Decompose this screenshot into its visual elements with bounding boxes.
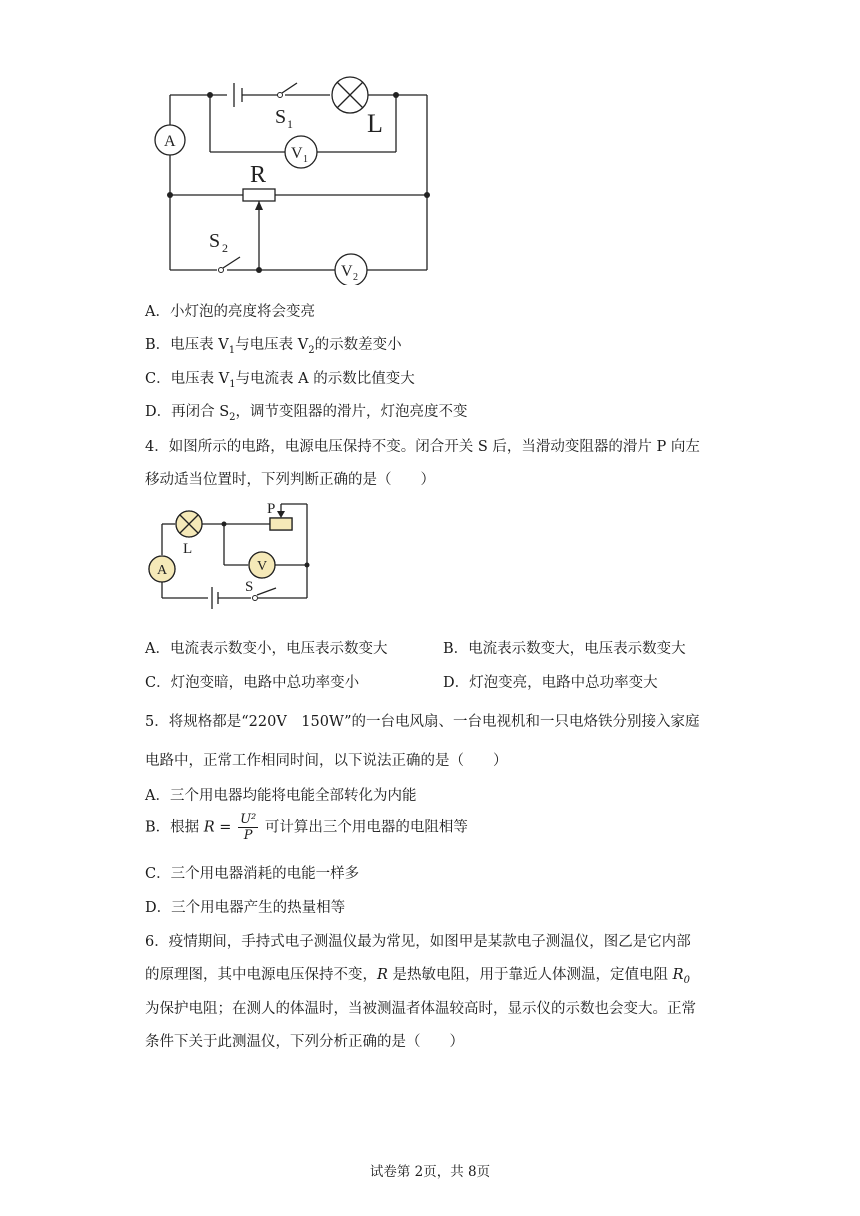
q6-stem-line-2: 的原理图，其中电源电压保持不变，R 是热敏电阻，用于靠近人体测温，定值电阻 $R_0$: [145, 967, 690, 986]
svg-text:1: 1: [303, 154, 308, 165]
q3-option-d: D．再闭合 $S_2$，调节变阻器的滑片，灯泡亮度不变: [145, 404, 468, 423]
label-v2: V: [341, 263, 353, 280]
q3-option-a: A．小灯泡的亮度将会变亮: [145, 304, 315, 320]
circuit-diagram-q4: [145, 495, 320, 625]
label-a: A: [164, 133, 176, 150]
q6-stem-line-3: 为保护电阻；在测人的体温时，当被测温者体温较高时，显示仪的示数也会变大。正常: [145, 1001, 696, 1017]
q5-stem-line-2: 电路中，正常工作相同时间，以下说法正确的是（ ）: [145, 753, 508, 769]
label-r: R: [250, 162, 267, 188]
q5-stem-line-1: 5．将规格都是“220V 150W”的一台电风扇、一台电视机和一只电烙铁分别接入家庭: [145, 714, 700, 730]
q3-option-c: C．电压表 $V_1$与电流表 A 的示数比值变大: [145, 371, 415, 390]
q5-option-a: A．三个用电器均能将电能全部转化为内能: [145, 788, 417, 804]
q4-stem-line-1: 4．如图所示的电路，电源电压保持不变。闭合开关 S 后，当滑动变阻器的滑片 P 向左: [145, 439, 700, 455]
q4-option-d: D．灯泡变亮，电路中总功率变大: [443, 675, 658, 691]
svg-text:L: L: [183, 541, 193, 557]
q5-option-c: C．三个用电器消耗的电能一样多: [145, 866, 360, 882]
q3-option-b: B．电压表 $V_1$与电压表 $V_2$的示数差变小: [145, 337, 402, 356]
label-s2: S: [209, 230, 221, 252]
svg-text:2: 2: [353, 272, 358, 283]
svg-text:1: 1: [287, 117, 293, 131]
svg-text:A: A: [157, 563, 168, 578]
label-l: L: [367, 109, 383, 138]
q6-stem-line-1: 6．疫情期间，手持式电子测温仪最为常见，如图甲是某款电子测温仪，图乙是它内部: [145, 934, 691, 950]
page-footer: 试卷第 2页，共 8页: [369, 1164, 491, 1180]
label-v1: V: [291, 145, 303, 162]
q5-option-b: B．根据 R = $\frac{\text{U²}}{P}$ 可计算出三个用电器的电阻相等: [145, 812, 468, 843]
label-s1: S: [275, 106, 287, 128]
q4-stem-line-2: 移动适当位置时，下列判断正确的是（ ）: [145, 472, 435, 488]
q4-option-a: A．电流表示数变小，电压表示数变大: [145, 641, 388, 657]
q5-option-d: D．三个用电器产生的热量相等: [145, 900, 346, 916]
q4-option-c: C．灯泡变暗，电路中总功率变小: [145, 675, 360, 691]
svg-text:S: S: [245, 579, 254, 595]
q6-stem-line-4: 条件下关于此测温仪，下列分析正确的是（ ）: [145, 1034, 464, 1050]
circuit-diagram-q3: [145, 70, 445, 285]
q4-option-b: B．电流表示数变大，电压表示数变大: [443, 641, 686, 657]
svg-text:2: 2: [222, 241, 228, 255]
svg-text:P: P: [267, 501, 276, 517]
svg-text:V: V: [257, 559, 268, 574]
